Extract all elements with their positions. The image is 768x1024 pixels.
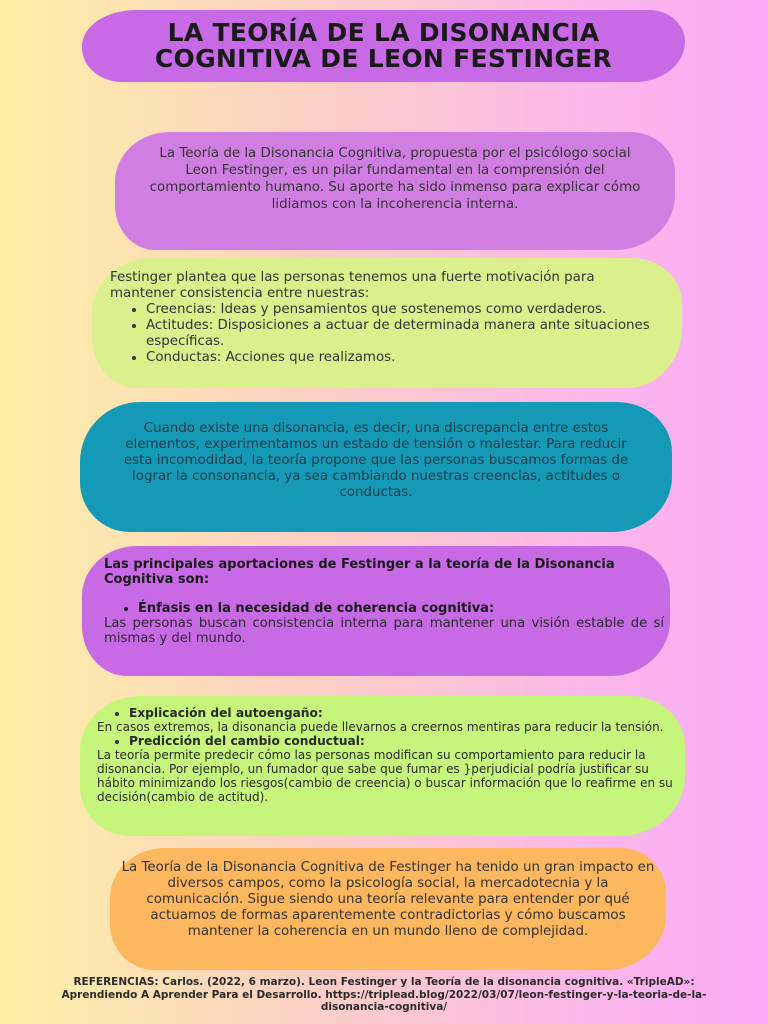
contributions-card: [82, 546, 670, 676]
contribution-text-coherence: Las personas buscan consistencia interna para mantener una visión estable de sí mismas y del mundo.: [104, 616, 664, 646]
contributions-list-3: [97, 734, 675, 748]
contribution-text-behavior: La teoría permite predecir cómo las personas modifican su comportamiento para reducir la disonancia. Por ejemplo, un fumador que sabe que fumar es }perjudicial podría justificar su hábito minimizando los riesgos(cambio de creencia) o buscar información que lo reafirme en su decisión(cambio de actitud).: [97, 748, 673, 804]
page-title-line-1: LA TEORÍA DE LA DISONANCIA: [167, 18, 600, 47]
intro-card: [115, 132, 675, 250]
references: [60, 976, 708, 1014]
conclusion-card: [110, 848, 666, 970]
references-url[interactable]: https://triplead.blog/2022/03/07/leon-festinger-y-la-teoria-de-la-disonancia-cognitiva/: [320, 988, 707, 1013]
contributions-heading: Las principales aportaciones de Festinger a la teoría de la Disonancia Cognitiva son:: [104, 557, 615, 587]
contribution-title-coherence: • Énfasis en la necesidad de coherencia cognitiva:: [138, 601, 664, 616]
conclusion-text: La Teoría de la Disonancia Cognitiva de Festinger ha tenido un gran impacto en diversos campos, como la psicología social, la mercadotecnia y la comunicación. Sigue siendo una teoría relevante para entender por qué actuamos de formas aparentemente contradictorias y cómo buscamos mantener la coherencia en un mundo lleno de complejidad.: [121, 860, 655, 939]
list-item: • Actitudes: Disposiciones a actuar de determinada manera ante situaciones específicas.: [146, 318, 660, 350]
consistency-lead: Festinger plantea que las personas tenemos una fuerte motivación para mantener consistencia entre nuestras:: [110, 270, 595, 301]
contributions-list-2: [97, 706, 675, 720]
list-item: • Conductas: Acciones que realizamos.: [146, 350, 660, 366]
page-title-line-2: COGNITIVA DE LEON FESTINGER: [154, 44, 613, 73]
contribution-title-behavior: • Predicción del cambio conductual:: [129, 734, 675, 748]
list-item: • Creencias: Ideas y pensamientos que sostenemos como verdaderos.: [146, 302, 660, 318]
intro-text: La Teoría de la Disonancia Cognitiva, propuesta por el psicólogo social Leon Festinger, es un pilar fundamental en la comprensión del comportamiento humano. Su aporte ha sido inmenso para explicar cómo lidiamos con la incoherencia interna.: [149, 146, 641, 212]
consistency-list: [110, 302, 660, 366]
contributions-list: [104, 601, 664, 616]
consistency-card: [92, 258, 682, 388]
dissonance-card: [80, 402, 672, 532]
title-banner: [82, 10, 685, 82]
contribution-title-selfdeception: • Explicación del autoengaño:: [129, 706, 675, 720]
dissonance-text: Cuando existe una disonancia, es decir, una discrepancia entre estos elementos, experimentamos un estado de tensión o malestar. Para reducir esta incomodidad, la teoría propone que las personas buscamos formas de lograr la consonancia, ya sea cambiando nuestras creencias, actitudes o conductas.: [123, 421, 629, 500]
contribution-text-selfdeception: En casos extremos, la disonancia puede llevarnos a creernos mentiras para reducir la tensión.: [97, 720, 664, 734]
references-text: REFERENCIAS: Carlos. (2022, 6 marzo). Leon Festinger y la Teoría de la disonancia cognitiva. «TripleAD»: Aprendiendo A Aprender Para el Desarrollo.: [61, 976, 695, 1001]
contributions-card-2: [80, 696, 685, 836]
